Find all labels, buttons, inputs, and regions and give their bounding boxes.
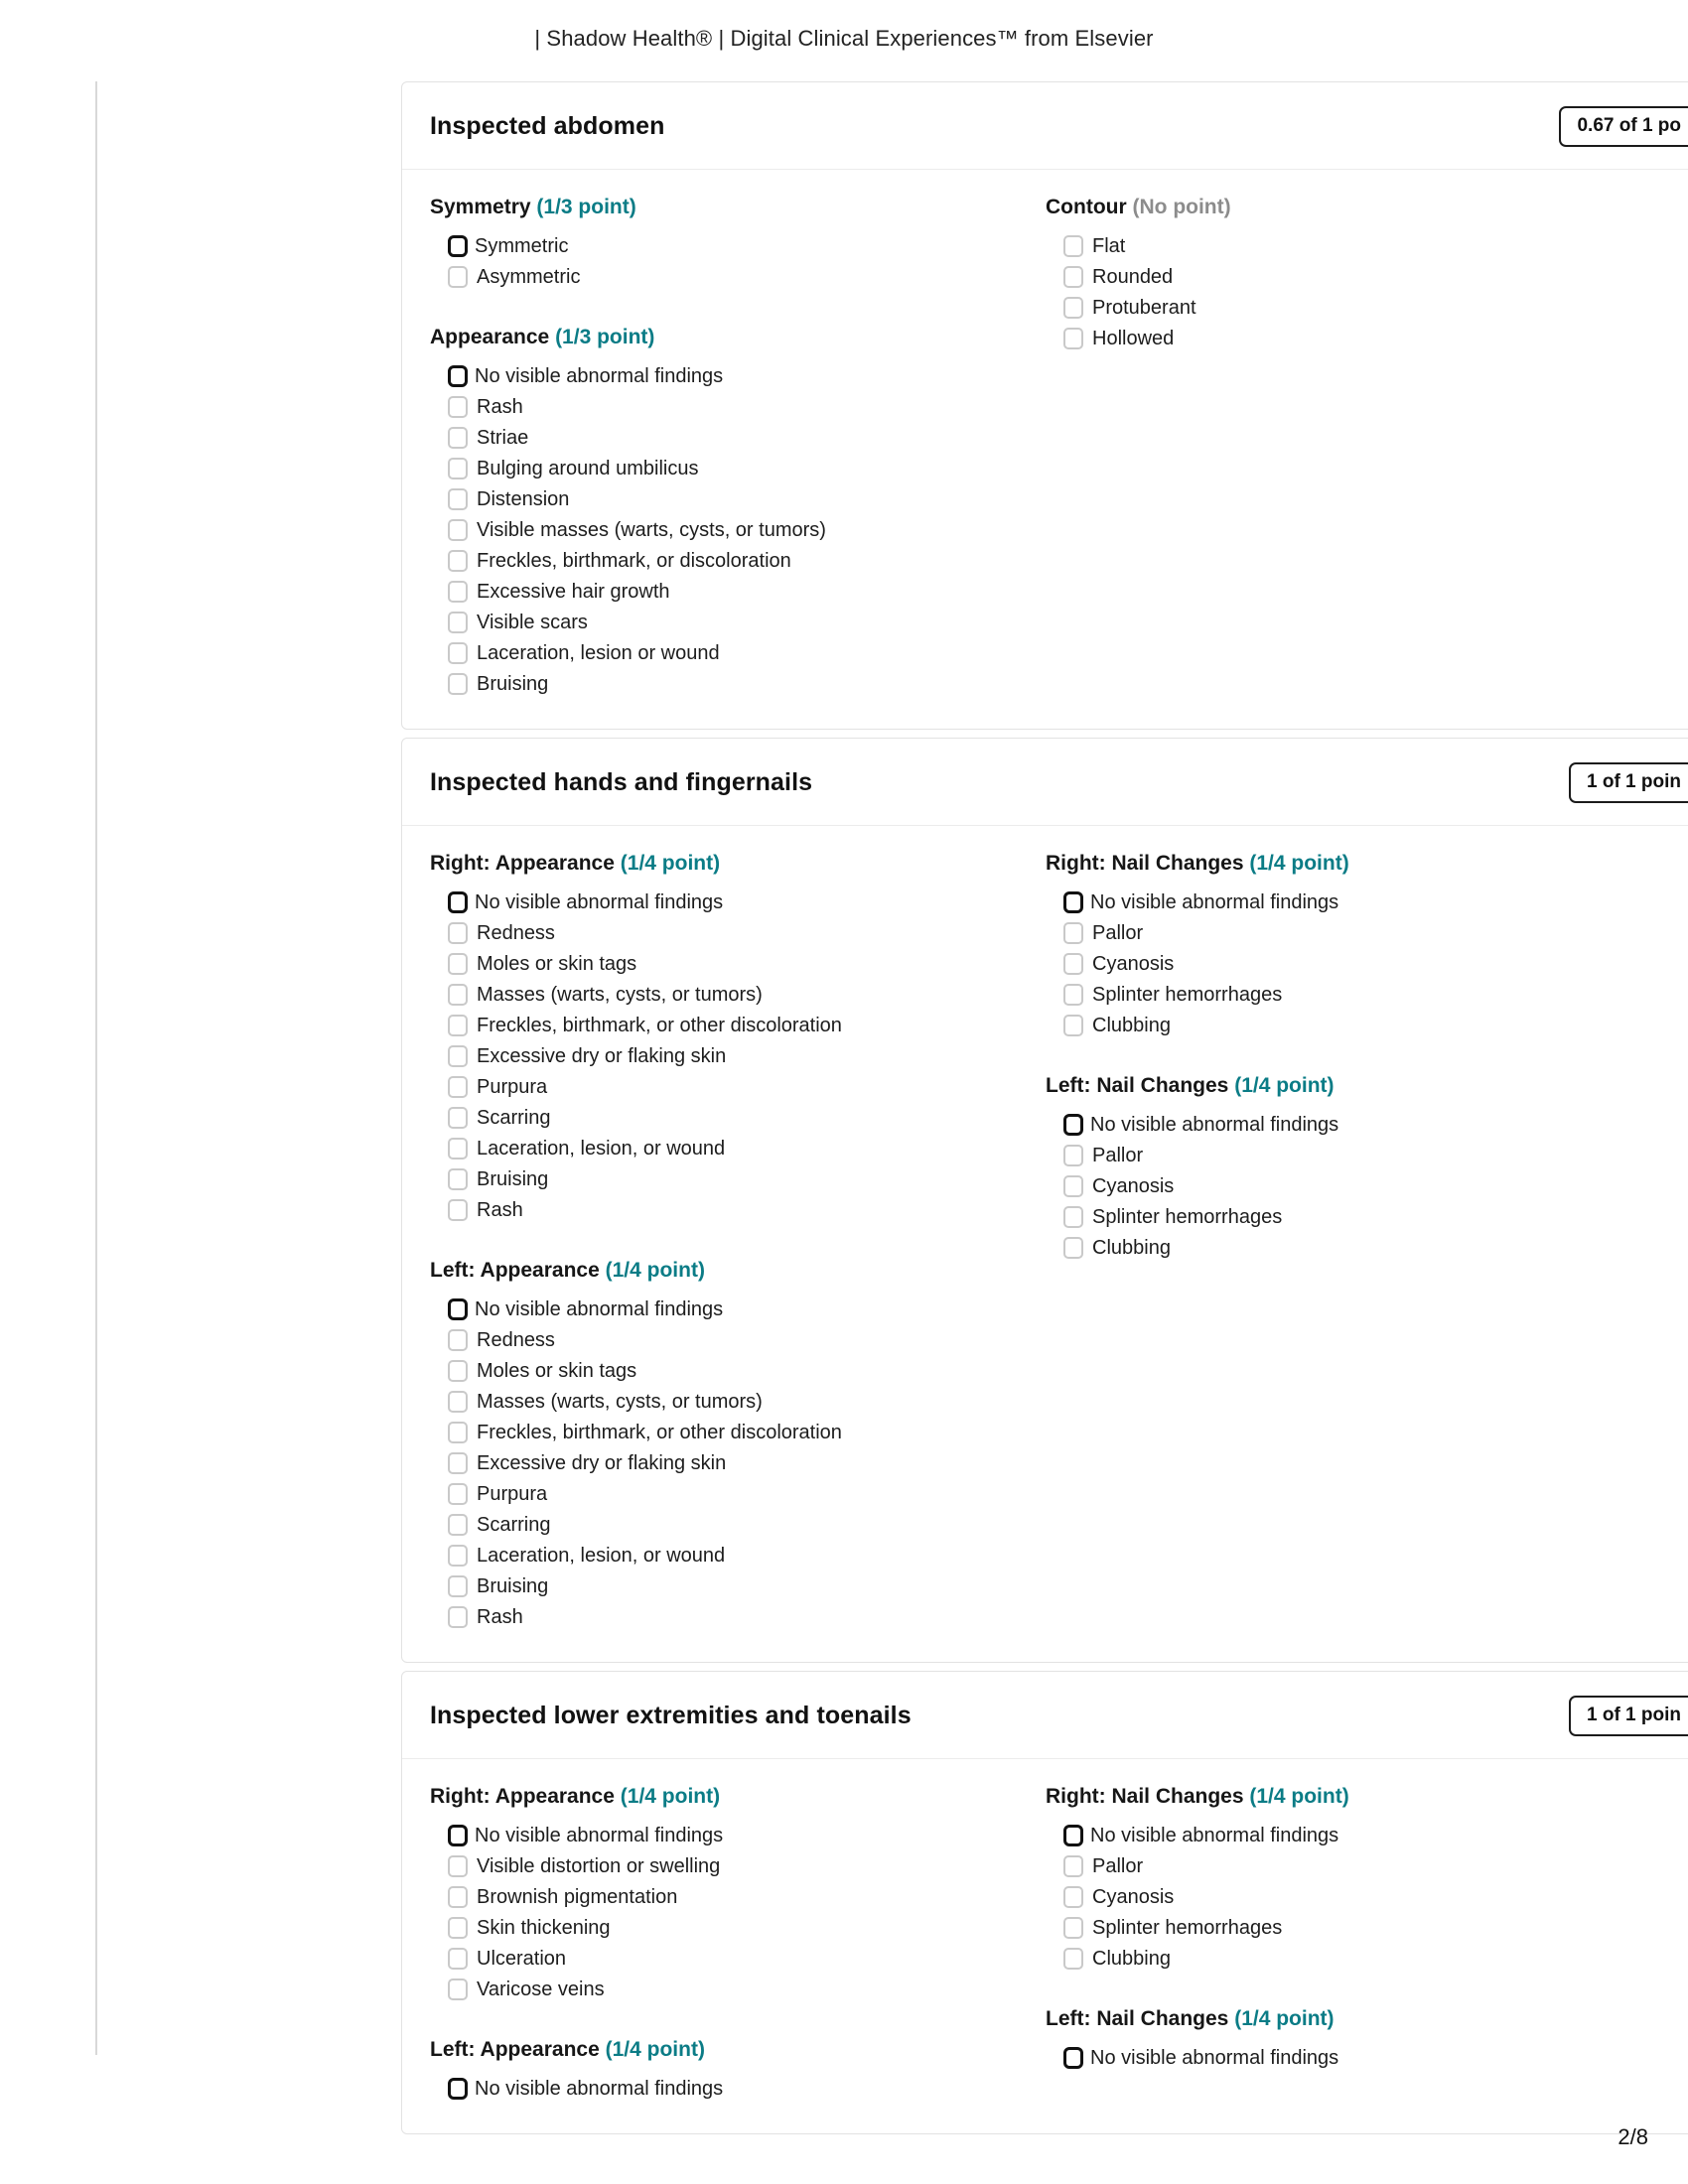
checkbox-icon[interactable] bbox=[1063, 1175, 1083, 1197]
checkbox-icon[interactable] bbox=[1063, 984, 1083, 1006]
checkbox-icon[interactable] bbox=[448, 1015, 468, 1036]
checkbox-option-label: Laceration, lesion or wound bbox=[477, 641, 720, 664]
checkbox-option-label: Asymmetric bbox=[477, 265, 581, 288]
checkbox-option[interactable] bbox=[430, 360, 1046, 391]
checkbox-option-label: Visible masses (warts, cysts, or tumors) bbox=[477, 518, 826, 541]
criterion-group-title bbox=[1046, 2007, 1661, 2031]
checkbox-option[interactable] bbox=[430, 453, 1046, 483]
left-column bbox=[430, 196, 1046, 699]
criterion-group bbox=[430, 2038, 1046, 2104]
criterion-group-points: (1/4 point) bbox=[620, 852, 721, 875]
criterion-group bbox=[430, 1785, 1046, 2004]
checkbox-option-label: Freckles, birthmark, or other discoloration bbox=[477, 1421, 842, 1443]
criterion-group-name: Symmetry bbox=[430, 196, 531, 218]
assessment-section-card bbox=[401, 1671, 1688, 2134]
checkbox-option-label: Moles or skin tags bbox=[477, 1359, 637, 1382]
checkbox-option-label: No visible abnormal findings bbox=[475, 1824, 724, 1846]
checkbox-icon[interactable] bbox=[448, 1948, 468, 1970]
checkbox-option[interactable] bbox=[430, 1478, 1046, 1509]
page-header-text: | Shadow Health® | Digital Clinical Experiences™ from Elsevier bbox=[534, 26, 1154, 51]
checkbox-option-label: No visible abnormal findings bbox=[475, 1297, 724, 1320]
checkbox-option-label: Freckles, birthmark, or other discoloration bbox=[477, 1014, 842, 1036]
criterion-group-title bbox=[430, 1259, 1046, 1283]
checkbox-option[interactable] bbox=[430, 887, 1046, 917]
checkbox-icon[interactable] bbox=[448, 458, 468, 479]
checkbox-option-label: Striae bbox=[477, 426, 529, 449]
checkbox-selected-icon[interactable] bbox=[448, 1825, 468, 1846]
checkbox-selected-icon[interactable] bbox=[1063, 891, 1083, 913]
checkbox-option[interactable] bbox=[1046, 1170, 1661, 1201]
checkbox-option[interactable] bbox=[430, 668, 1046, 699]
checkbox-option[interactable] bbox=[430, 948, 1046, 979]
checkbox-option-label: Scarring bbox=[477, 1106, 551, 1129]
checkbox-option[interactable] bbox=[430, 422, 1046, 453]
checkbox-option-label: Splinter hemorrhages bbox=[1092, 983, 1283, 1006]
criterion-group-points: (1/4 point) bbox=[605, 2038, 705, 2061]
checkbox-option[interactable] bbox=[430, 483, 1046, 514]
checkbox-option-label: Brownish pigmentation bbox=[477, 1885, 678, 1908]
checkbox-option-label: No visible abnormal findings bbox=[1090, 1824, 1339, 1846]
checkbox-option-label: Rash bbox=[477, 395, 523, 418]
assessment-section-body bbox=[402, 826, 1688, 1662]
criterion-group bbox=[1046, 1074, 1661, 1263]
criterion-group-name: Left: Nail Changes bbox=[1046, 1074, 1229, 1097]
right-column bbox=[1046, 852, 1661, 1632]
left-margin-rule bbox=[95, 81, 97, 2055]
criterion-group-points: (1/4 point) bbox=[1249, 1785, 1349, 1808]
checkbox-icon[interactable] bbox=[448, 1575, 468, 1597]
checkbox-icon[interactable] bbox=[1063, 953, 1083, 975]
checkbox-icon[interactable] bbox=[448, 1107, 468, 1129]
criterion-group-points: (No point) bbox=[1132, 196, 1231, 218]
checkbox-option[interactable] bbox=[430, 979, 1046, 1010]
checkbox-icon[interactable] bbox=[448, 550, 468, 572]
criterion-group bbox=[430, 1259, 1046, 1632]
criterion-group bbox=[430, 196, 1046, 292]
assessment-section-title: Inspected hands and fingernails bbox=[430, 768, 813, 796]
checkbox-option[interactable] bbox=[430, 637, 1046, 668]
checkbox-option[interactable] bbox=[430, 1912, 1046, 1943]
criterion-group-name: Contour bbox=[1046, 196, 1127, 218]
checkbox-icon[interactable] bbox=[448, 984, 468, 1006]
criterion-group-name: Right: Nail Changes bbox=[1046, 852, 1244, 875]
assessment-section-header bbox=[402, 82, 1688, 170]
right-column bbox=[1046, 1785, 1661, 2104]
assessment-section-list bbox=[401, 81, 1688, 2142]
checkbox-option-label: Cyanosis bbox=[1092, 1174, 1175, 1197]
checkbox-option[interactable] bbox=[1046, 1232, 1661, 1263]
checkbox-selected-icon[interactable] bbox=[1063, 2047, 1083, 2069]
checkbox-icon[interactable] bbox=[1063, 266, 1083, 288]
criterion-group-points: (1/4 point) bbox=[1234, 1074, 1335, 1097]
checkbox-icon[interactable] bbox=[1063, 1855, 1083, 1877]
checkbox-option[interactable] bbox=[430, 230, 1046, 261]
checkbox-option-label: Laceration, lesion, or wound bbox=[477, 1544, 726, 1567]
checkbox-option[interactable] bbox=[1046, 1820, 1661, 1850]
criterion-group-points: (1/4 point) bbox=[605, 1259, 705, 1282]
checkbox-icon[interactable] bbox=[448, 1979, 468, 2000]
checkbox-icon[interactable] bbox=[448, 612, 468, 633]
page-footer bbox=[0, 2124, 1648, 2150]
checkbox-option-label: Bruising bbox=[477, 672, 549, 695]
checkbox-icon[interactable] bbox=[448, 1391, 468, 1413]
criterion-group-name: Left: Appearance bbox=[430, 2038, 600, 2061]
checkbox-option-label: Varicose veins bbox=[477, 1978, 605, 2000]
score-badge: 0.67 of 1 po bbox=[1559, 106, 1688, 147]
checkbox-option-label: Rounded bbox=[1092, 265, 1174, 288]
criterion-group-title bbox=[430, 852, 1046, 876]
checkbox-option[interactable] bbox=[1046, 917, 1661, 948]
checkbox-option[interactable] bbox=[1046, 1850, 1661, 1881]
checkbox-option[interactable] bbox=[430, 1509, 1046, 1540]
criterion-group-title bbox=[1046, 852, 1661, 876]
assessment-section-card bbox=[401, 738, 1688, 1663]
checkbox-option[interactable] bbox=[430, 1040, 1046, 1071]
checkbox-option[interactable] bbox=[430, 514, 1046, 545]
checkbox-option-label: Bruising bbox=[477, 1574, 549, 1597]
checkbox-option[interactable] bbox=[430, 1386, 1046, 1417]
assessment-section-title: Inspected abdomen bbox=[430, 112, 665, 140]
checkbox-option[interactable] bbox=[430, 1820, 1046, 1850]
criterion-group bbox=[1046, 1785, 1661, 1974]
checkbox-option[interactable] bbox=[430, 1102, 1046, 1133]
checkbox-option-label: Masses (warts, cysts, or tumors) bbox=[477, 1390, 763, 1413]
checkbox-icon[interactable] bbox=[448, 1452, 468, 1474]
assessment-section-header bbox=[402, 1672, 1688, 1759]
criterion-group-name: Right: Appearance bbox=[430, 852, 615, 875]
checkbox-selected-icon[interactable] bbox=[448, 891, 468, 913]
checkbox-option[interactable] bbox=[430, 1324, 1046, 1355]
checkbox-icon[interactable] bbox=[448, 1422, 468, 1443]
checkbox-option[interactable] bbox=[430, 1294, 1046, 1324]
checkbox-option[interactable] bbox=[1046, 230, 1661, 261]
checkbox-option-label: Clubbing bbox=[1092, 1947, 1171, 1970]
checkbox-icon[interactable] bbox=[448, 1917, 468, 1939]
checkbox-option-label: No visible abnormal findings bbox=[1090, 890, 1339, 913]
checkbox-option-label: Pallor bbox=[1092, 1854, 1144, 1877]
checkbox-icon[interactable] bbox=[448, 1483, 468, 1505]
checkbox-option-label: Redness bbox=[477, 921, 555, 944]
criterion-group-title bbox=[430, 2038, 1046, 2062]
assessment-section-body bbox=[402, 1759, 1688, 2133]
criterion-group-name: Left: Appearance bbox=[430, 1259, 600, 1282]
criterion-group-points: (1/4 point) bbox=[620, 1785, 721, 1808]
checkbox-option[interactable] bbox=[1046, 887, 1661, 917]
assessment-section-header bbox=[402, 739, 1688, 826]
left-column bbox=[430, 852, 1046, 1632]
checkbox-icon[interactable] bbox=[448, 488, 468, 510]
checkbox-option-label: No visible abnormal findings bbox=[1090, 2046, 1339, 2069]
checkbox-option[interactable] bbox=[1046, 1912, 1661, 1943]
checkbox-option-label: Distension bbox=[477, 487, 570, 510]
right-column bbox=[1046, 196, 1661, 699]
checkbox-option[interactable] bbox=[430, 1133, 1046, 1163]
criterion-group-title bbox=[430, 326, 1046, 349]
criterion-group bbox=[1046, 196, 1661, 353]
checkbox-option-label: Splinter hemorrhages bbox=[1092, 1205, 1283, 1228]
checkbox-option-label: Excessive dry or flaking skin bbox=[477, 1451, 727, 1474]
checkbox-option-label: Cyanosis bbox=[1092, 1885, 1175, 1908]
assessment-section-title: Inspected lower extremities and toenails bbox=[430, 1702, 912, 1729]
checkbox-option-label: No visible abnormal findings bbox=[475, 364, 724, 387]
checkbox-option-label: Hollowed bbox=[1092, 327, 1175, 349]
criterion-group bbox=[430, 852, 1046, 1225]
checkbox-option[interactable] bbox=[430, 1601, 1046, 1632]
checkbox-icon[interactable] bbox=[1063, 922, 1083, 944]
checkbox-option-label: Flat bbox=[1092, 234, 1126, 257]
checkbox-option[interactable] bbox=[430, 1417, 1046, 1447]
assessment-section-body bbox=[402, 170, 1688, 729]
checkbox-icon[interactable] bbox=[448, 642, 468, 664]
checkbox-icon[interactable] bbox=[1063, 1206, 1083, 1228]
checkbox-option-label: Rash bbox=[477, 1198, 523, 1221]
checkbox-icon[interactable] bbox=[448, 1045, 468, 1067]
criterion-group-points: (1/3 point) bbox=[536, 196, 636, 218]
checkbox-option-label: Purpura bbox=[477, 1075, 548, 1098]
criterion-group-title bbox=[1046, 1785, 1661, 1809]
score-badge: 1 of 1 poin bbox=[1569, 762, 1688, 803]
criterion-group bbox=[1046, 852, 1661, 1040]
criterion-group bbox=[430, 326, 1046, 699]
criterion-group-points: (1/4 point) bbox=[1249, 852, 1349, 875]
checkbox-option[interactable] bbox=[430, 1071, 1046, 1102]
checkbox-icon[interactable] bbox=[1063, 297, 1083, 319]
criterion-group-points: (1/4 point) bbox=[1234, 2007, 1335, 2030]
checkbox-option-label: Pallor bbox=[1092, 1144, 1144, 1166]
checkbox-option-label: Redness bbox=[477, 1328, 555, 1351]
criterion-group-title bbox=[430, 1785, 1046, 1809]
checkbox-icon[interactable] bbox=[1063, 1145, 1083, 1166]
checkbox-selected-icon[interactable] bbox=[1063, 1114, 1083, 1136]
checkbox-option-label: Purpura bbox=[477, 1482, 548, 1505]
checkbox-option-label: No visible abnormal findings bbox=[475, 2077, 724, 2100]
checkbox-option-label: Clubbing bbox=[1092, 1014, 1171, 1036]
criterion-group-name: Right: Appearance bbox=[430, 1785, 615, 1808]
checkbox-option[interactable] bbox=[430, 1850, 1046, 1881]
checkbox-option[interactable] bbox=[1046, 1201, 1661, 1232]
checkbox-option-label: No visible abnormal findings bbox=[1090, 1113, 1339, 1136]
checkbox-option[interactable] bbox=[1046, 261, 1661, 292]
checkbox-option[interactable] bbox=[430, 1447, 1046, 1478]
checkbox-option-label: Visible scars bbox=[477, 611, 588, 633]
checkbox-option-label: No visible abnormal findings bbox=[475, 890, 724, 913]
checkbox-option[interactable] bbox=[1046, 1010, 1661, 1040]
checkbox-icon[interactable] bbox=[1063, 1917, 1083, 1939]
left-column bbox=[430, 1785, 1046, 2104]
checkbox-option-label: Symmetric bbox=[475, 234, 569, 257]
criterion-group-points: (1/3 point) bbox=[555, 326, 655, 348]
checkbox-option-label: Protuberant bbox=[1092, 296, 1196, 319]
criterion-group-title bbox=[1046, 196, 1661, 219]
checkbox-option-label: Moles or skin tags bbox=[477, 952, 637, 975]
checkbox-option[interactable] bbox=[430, 1570, 1046, 1601]
score-badge: 1 of 1 poin bbox=[1569, 1696, 1688, 1736]
checkbox-option-label: Skin thickening bbox=[477, 1916, 611, 1939]
checkbox-option-label: Cyanosis bbox=[1092, 952, 1175, 975]
page-running-header bbox=[0, 0, 1688, 77]
checkbox-icon[interactable] bbox=[448, 1329, 468, 1351]
checkbox-icon[interactable] bbox=[448, 1855, 468, 1877]
checkbox-icon[interactable] bbox=[448, 1606, 468, 1628]
checkbox-option[interactable] bbox=[1046, 1881, 1661, 1912]
checkbox-selected-icon[interactable] bbox=[448, 365, 468, 387]
checkbox-option-label: Freckles, birthmark, or discoloration bbox=[477, 549, 791, 572]
checkbox-icon[interactable] bbox=[448, 1514, 468, 1536]
criterion-group-name: Appearance bbox=[430, 326, 550, 348]
criterion-group-name: Left: Nail Changes bbox=[1046, 2007, 1229, 2030]
checkbox-icon[interactable] bbox=[448, 427, 468, 449]
checkbox-icon[interactable] bbox=[448, 1545, 468, 1567]
checkbox-option[interactable] bbox=[430, 391, 1046, 422]
checkbox-option[interactable] bbox=[1046, 323, 1661, 353]
checkbox-icon[interactable] bbox=[448, 1076, 468, 1098]
checkbox-option-label: Rash bbox=[477, 1605, 523, 1628]
checkbox-option[interactable] bbox=[430, 545, 1046, 576]
checkbox-option[interactable] bbox=[430, 1540, 1046, 1570]
checkbox-option-label: Ulceration bbox=[477, 1947, 567, 1970]
checkbox-option[interactable] bbox=[1046, 2042, 1661, 2073]
checkbox-option-label: Bruising bbox=[477, 1167, 549, 1190]
checkbox-option[interactable] bbox=[1046, 292, 1661, 323]
checkbox-icon[interactable] bbox=[448, 581, 468, 603]
assessment-section-card bbox=[401, 81, 1688, 730]
checkbox-icon[interactable] bbox=[448, 922, 468, 944]
checkbox-icon[interactable] bbox=[1063, 328, 1083, 349]
checkbox-icon[interactable] bbox=[1063, 1948, 1083, 1970]
checkbox-icon[interactable] bbox=[448, 519, 468, 541]
checkbox-option[interactable] bbox=[430, 2073, 1046, 2104]
checkbox-icon[interactable] bbox=[1063, 1886, 1083, 1908]
checkbox-option[interactable] bbox=[1046, 1109, 1661, 1140]
checkbox-option[interactable] bbox=[430, 917, 1046, 948]
checkbox-option-label: Pallor bbox=[1092, 921, 1144, 944]
checkbox-option[interactable] bbox=[430, 1974, 1046, 2004]
checkbox-icon[interactable] bbox=[448, 1360, 468, 1382]
checkbox-option[interactable] bbox=[1046, 1943, 1661, 1974]
checkbox-option-label: Excessive hair growth bbox=[477, 580, 670, 603]
checkbox-icon[interactable] bbox=[448, 953, 468, 975]
checkbox-option[interactable] bbox=[430, 1355, 1046, 1386]
checkbox-option[interactable] bbox=[430, 1010, 1046, 1040]
checkbox-icon[interactable] bbox=[1063, 1237, 1083, 1259]
checkbox-icon[interactable] bbox=[448, 1199, 468, 1221]
checkbox-option[interactable] bbox=[430, 261, 1046, 292]
checkbox-option-label: Clubbing bbox=[1092, 1236, 1171, 1259]
page-number: 2/8 bbox=[1618, 2124, 1648, 2149]
checkbox-icon[interactable] bbox=[448, 1168, 468, 1190]
checkbox-icon[interactable] bbox=[1063, 1015, 1083, 1036]
checkbox-option[interactable] bbox=[1046, 1140, 1661, 1170]
checkbox-option-label: Laceration, lesion, or wound bbox=[477, 1137, 726, 1160]
checkbox-option[interactable] bbox=[1046, 979, 1661, 1010]
checkbox-icon[interactable] bbox=[448, 396, 468, 418]
checkbox-option-label: Splinter hemorrhages bbox=[1092, 1916, 1283, 1939]
checkbox-icon[interactable] bbox=[448, 266, 468, 288]
criterion-group-title bbox=[1046, 1074, 1661, 1098]
criterion-group-name: Right: Nail Changes bbox=[1046, 1785, 1244, 1808]
checkbox-option[interactable] bbox=[430, 576, 1046, 607]
checkbox-icon[interactable] bbox=[1063, 235, 1083, 257]
checkbox-selected-icon[interactable] bbox=[1063, 1825, 1083, 1846]
checkbox-option[interactable] bbox=[430, 1194, 1046, 1225]
checkbox-option[interactable] bbox=[430, 607, 1046, 637]
checkbox-option-label: Excessive dry or flaking skin bbox=[477, 1044, 727, 1067]
checkbox-option-label: Masses (warts, cysts, or tumors) bbox=[477, 983, 763, 1006]
checkbox-option[interactable] bbox=[430, 1881, 1046, 1912]
checkbox-option[interactable] bbox=[430, 1943, 1046, 1974]
checkbox-option-label: Visible distortion or swelling bbox=[477, 1854, 721, 1877]
checkbox-option[interactable] bbox=[430, 1163, 1046, 1194]
checkbox-selected-icon[interactable] bbox=[448, 2078, 468, 2100]
criterion-group bbox=[1046, 2007, 1661, 2073]
checkbox-option-label: Scarring bbox=[477, 1513, 551, 1536]
checkbox-selected-icon[interactable] bbox=[448, 235, 468, 257]
checkbox-option[interactable] bbox=[1046, 948, 1661, 979]
checkbox-icon[interactable] bbox=[448, 1886, 468, 1908]
checkbox-icon[interactable] bbox=[448, 673, 468, 695]
checkbox-selected-icon[interactable] bbox=[448, 1298, 468, 1320]
checkbox-option-label: Bulging around umbilicus bbox=[477, 457, 699, 479]
criterion-group-title bbox=[430, 196, 1046, 219]
checkbox-icon[interactable] bbox=[448, 1138, 468, 1160]
